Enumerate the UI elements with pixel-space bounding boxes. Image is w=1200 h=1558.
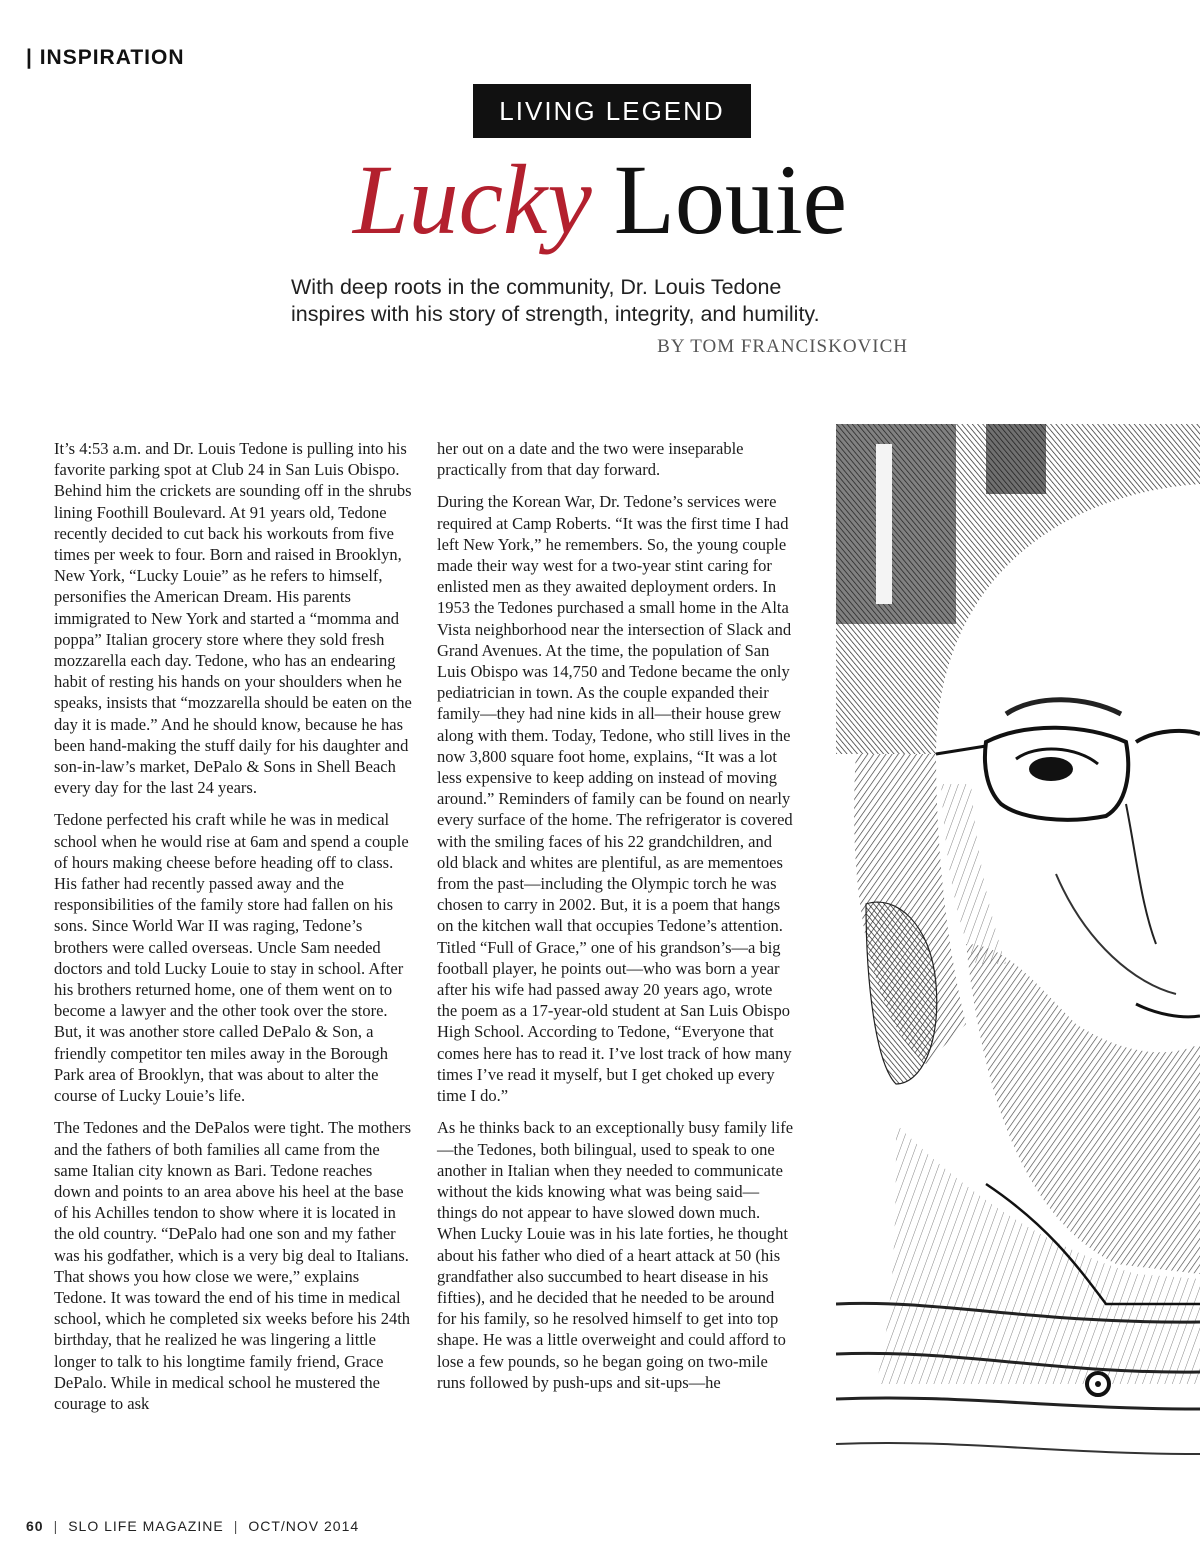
- page-footer: [26, 1518, 359, 1534]
- paragraph: Tedone perfected his craft while he was in medical school when he would rise at 6am and spend a couple of hours making cheese before heading off to class. His father had recently passed away and the responsibilities of the family store had fallen on his sons. Since World War II was raging, Tedone’s brothers were called overseas. Uncle Sam needed doctors and told Lucky Louie to stay in school. After his brothers returned home, one of them went on to become a lawyer and the other took over the store. But, it was another store called DePalo & Son, a friendly competitor ten miles away in the Borough Park area of Brooklyn, that was about to alter the course of Lucky Louie’s life.: [54, 810, 409, 1106]
- magazine-name: SLO LIFE MAGAZINE: [68, 1518, 224, 1534]
- portrait-sketch-image: [836, 424, 1200, 1480]
- article-title: [300, 140, 900, 260]
- deck-line-1: With deep roots in the community, Dr. Louis Tedone: [291, 275, 782, 299]
- title-main-word: Louie: [613, 144, 848, 255]
- byline: BY TOM FRANCISKOVICH: [657, 336, 908, 357]
- deck-line-2: inspires with his story of strength, integrity, and humility.: [291, 302, 820, 326]
- article-column-1: [54, 438, 412, 1425]
- paragraph: It’s 4:53 a.m. and Dr. Louis Tedone is pulling into his favorite parking spot at Club 24 in San Luis Obispo. Behind him the crickets are sounding off in the shrubs lining Foothill Boulevard. At 91 years old, Tedone recently decided to cut back his workouts from five times per week to four. Born and raised in Brooklyn, New York, “Lucky Louie” as he refers to himself, personifies the American Dream. His parents immigrated to New York and started a “momma and poppa” Italian grocery store where they sold fresh mozzarella each day. Tedone, who has an endearing habit of resting his hands on your shoulders when he speaks, insists that “mozzarella should be eaten on the day it is made.” And he should know, because he has been hand-making the stuff daily for his daughter and son-in-law’s market, DePalo & Sons in Shell Beach every day for the last 24 years.: [54, 439, 412, 798]
- footer-separator: |: [53, 1518, 59, 1534]
- title-accent-word: Lucky: [352, 144, 592, 255]
- paragraph: During the Korean War, Dr. Tedone’s services were required at Camp Roberts. “It was the first time I had left New York,” he remembers. So, the young couple made their way west for a two-year stint caring for enlisted men as they awaited deployment orders. In 1953 the Tedones purchased a small home in the Alta Vista neighborhood near the intersection of Slack and Grand Avenues. At the time, the population of San Luis Obispo was 14,750 and Tedone became the only pediatrician in town. As the couple expanded their family—they had nine kids in all—their house grew along with them. Today, Tedone, who still lives in the now 3,800 square foot home, explains, “It was a lot less expensive to keep adding on instead of moving around.” Reminders of family can be found on nearly every surface of the home. The refrigerator is covered with the smiling faces of his 22 grandchildren, and old black and whites are plentiful, as are mementoes from the past—including the Olympic torch he was chosen to carry in 2002. But, it is a poem that hangs on the kitchen wall that occupies Tedone’s attention. Titled “Full of Grace,” one of his grandson’s—a big football player, he points out—who was born a year after his wife had passed away 20 years ago, wrote the poem as a 17-year-old student at San Luis Obispo High School. According to Tedone, “Everyone that comes here has to read it. I’ve lost track of how many times I’ve read it myself, but I get choked up every time I do.”: [437, 492, 793, 1106]
- page-number: 60: [26, 1518, 44, 1534]
- paragraph: her out on a date and the two were inseparable practically from that day forward.: [437, 439, 744, 480]
- kicker-text: LIVING LEGEND: [499, 95, 725, 126]
- paragraph: The Tedones and the DePalos were tight. The mothers and the fathers of both families all came from the same Italian city known as Bari. Tedone reaches down and points to an area above his heel at the base of his Achilles tendon to show where it is located in the old country. “DePalo had one son and my father was his godfather, which is a very big deal to Italians. That shows you how close we were,” explains Tedone. It was toward the end of his time in medical school, which he completed six weeks before his 24th birthday, that he realized he was lingering a little longer to talk to his longtime family friend, Grace DePalo. While in medical school he mustered the courage to ask: [54, 1118, 412, 1413]
- section-label: | INSPIRATION: [26, 46, 185, 69]
- footer-separator: |: [233, 1518, 239, 1534]
- issue-date: OCT/NOV 2014: [248, 1518, 360, 1534]
- article-deck: [291, 274, 931, 328]
- article-column-2: [437, 438, 795, 1404]
- paragraph: As he thinks back to an exceptionally busy family life—the Tedones, both bilingual, used to speak to one another in Italian when they needed to communicate without the kids knowing what was being said—things do not appear to have slowed down much. When Lucky Louie was in his late forties, he thought about his father who died of a heart attack at 50 (his grandfather also succumbed to heart disease in his fifties), and he decided that he needed to be around for his family, so he resolved himself to get into top shape. He was a little overweight and could afford to lose a few pounds, so he began going on two-mile runs followed by push-ups and sit-ups—he: [437, 1118, 794, 1392]
- kicker-banner: [473, 84, 751, 138]
